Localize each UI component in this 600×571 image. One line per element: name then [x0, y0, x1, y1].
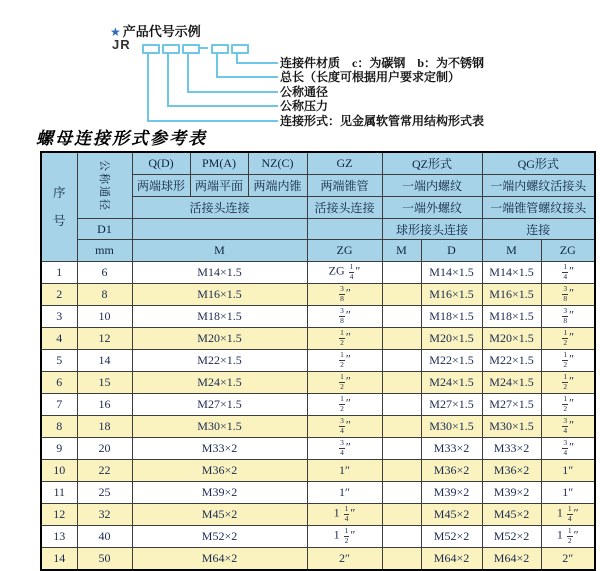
cell-dn: 6: [77, 262, 132, 284]
cell-qg-zg: 2″: [541, 548, 595, 571]
cell-gz-zg: $\frac{1}{2}$ ″: [307, 350, 382, 372]
table-row: [41, 460, 595, 482]
table-row: [41, 328, 595, 350]
cell-qz-m: [382, 262, 421, 284]
cell-dn: 12: [77, 328, 132, 350]
cell-seq: 6: [41, 372, 77, 394]
cell-seq: 5: [41, 350, 77, 372]
cell-m: M64×2: [132, 548, 307, 571]
table-header: [41, 152, 595, 262]
cell-seq: 2: [41, 284, 77, 306]
table-row: [41, 350, 595, 372]
header-pm-desc: 两端平面: [190, 175, 248, 197]
reference-table: [40, 151, 596, 571]
cell-dn: 14: [77, 350, 132, 372]
cell-qg-zg: $\frac{3}{8}$ ″: [541, 306, 595, 328]
cell-qz-d: M64×2: [421, 548, 482, 571]
table-row: [41, 306, 595, 328]
cell-dn: 50: [77, 548, 132, 571]
cell-dn: 25: [77, 482, 132, 504]
cell-qg-m: M36×2: [482, 460, 541, 482]
cell-m: M24×1.5: [132, 372, 307, 394]
cell-qz-m: [382, 306, 421, 328]
header-gz-desc: 两端锥管: [307, 175, 382, 197]
code-label-diameter: 公称通径: [280, 85, 329, 99]
cell-qg-m: M14×1.5: [482, 262, 541, 284]
cell-m: M22×1.5: [132, 350, 307, 372]
cell-gz-zg: 1″: [307, 460, 382, 482]
header-qg-m-unit: M: [482, 240, 541, 262]
cell-qz-d: M30×1.5: [421, 416, 482, 438]
cell-m: M45×2: [132, 504, 307, 526]
cell-gz-zg: ZG $\frac{1}{4}$ ″: [307, 262, 382, 284]
code-dash: [200, 47, 208, 49]
cell-seq: 1: [41, 262, 77, 284]
cell-dn: 10: [77, 306, 132, 328]
cell-seq: 7: [41, 394, 77, 416]
code-label-length: 总长（长度可根据用户要求定制）: [280, 70, 461, 84]
header-col-qg: QG形式: [482, 152, 595, 175]
cell-dn: 16: [77, 394, 132, 416]
cell-qz-d: M16×1.5: [421, 284, 482, 306]
header-col-nz: NZ(C): [248, 152, 307, 175]
cell-gz-zg: $\frac{3}{4}$ ″: [307, 438, 382, 460]
cell-qg-m: M39×2: [482, 482, 541, 504]
cell-qg-zg: 1″: [541, 460, 595, 482]
cell-dn: 15: [77, 372, 132, 394]
cell-seq: 13: [41, 526, 77, 548]
code-label-material: 连接件材质 c：为碳钢 b：为不锈钢: [280, 56, 485, 70]
cell-dn: 32: [77, 504, 132, 526]
header-qg-desc1: 一端内螺纹活接头: [482, 175, 595, 197]
cell-gz-zg: 2″: [307, 548, 382, 571]
cell-qz-m: [382, 350, 421, 372]
table-row: [41, 482, 595, 504]
cell-qg-m: M20×1.5: [482, 328, 541, 350]
cell-qz-m: [382, 438, 421, 460]
cell-dn: 8: [77, 284, 132, 306]
cell-m: M36×2: [132, 460, 307, 482]
cell-gz-zg: $\frac{1}{2}$ ″: [307, 394, 382, 416]
cell-qz-d: M20×1.5: [421, 328, 482, 350]
cell-qg-m: M24×1.5: [482, 372, 541, 394]
cell-qg-zg: $\frac{3}{4}$ ″: [541, 416, 595, 438]
cell-seq: 14: [41, 548, 77, 571]
cell-dn: 40: [77, 526, 132, 548]
cell-gz-zg: $\frac{1}{2}$ ″: [307, 328, 382, 350]
header-seq: 序 号: [41, 152, 77, 262]
cell-qg-zg: $\frac{1}{2}$ ″: [541, 372, 595, 394]
cell-gz-zg: 1 $\frac{1}{2}$ ″: [307, 526, 382, 548]
code-label-connection: 连接形式：见金属软管常用结构形式表: [280, 114, 485, 128]
header-blank-left: [132, 219, 307, 240]
cell-gz-zg: 1″: [307, 482, 382, 504]
cell-gz-zg: $\frac{3}{8}$ ″: [307, 306, 382, 328]
cell-qg-m: M27×1.5: [482, 394, 541, 416]
header-col-q: Q(D): [132, 152, 190, 175]
star-icon: ★: [110, 25, 121, 39]
cell-qz-m: [382, 284, 421, 306]
header-nz-desc: 两端内锥: [248, 175, 307, 197]
header-m-unit: M: [132, 240, 307, 262]
cell-qz-d: M18×1.5: [421, 306, 482, 328]
header-col-pm: PM(A): [190, 152, 248, 175]
cell-qg-m: M22×1.5: [482, 350, 541, 372]
cell-qz-d: M27×1.5: [421, 394, 482, 416]
table-row: [41, 438, 595, 460]
cell-qz-d: M24×1.5: [421, 372, 482, 394]
cell-qz-m: [382, 328, 421, 350]
cell-qz-m: [382, 482, 421, 504]
cell-dn: 20: [77, 438, 132, 460]
cell-dn: 18: [77, 416, 132, 438]
table-row: [41, 372, 595, 394]
cell-seq: 10: [41, 460, 77, 482]
cell-qg-m: M52×2: [482, 526, 541, 548]
cell-qg-m: M45×2: [482, 504, 541, 526]
cell-qg-m: M16×1.5: [482, 284, 541, 306]
table-row: [41, 262, 595, 284]
header-qg-conn: 连接: [482, 219, 595, 240]
cell-m: M20×1.5: [132, 328, 307, 350]
table-row: [41, 284, 595, 306]
cell-qg-zg: 1 $\frac{1}{4}$ ″: [541, 504, 595, 526]
code-label-pressure: 公称压力: [280, 99, 329, 113]
cell-qz-d: M22×1.5: [421, 350, 482, 372]
cell-m: M39×2: [132, 482, 307, 504]
cell-qz-d: M14×1.5: [421, 262, 482, 284]
cell-qz-d: M52×2: [421, 526, 482, 548]
cell-qg-m: M33×2: [482, 438, 541, 460]
table-body: [41, 262, 595, 571]
cell-seq: 9: [41, 438, 77, 460]
header-q-desc: 两端球形: [132, 175, 190, 197]
cell-gz-zg: 1 $\frac{1}{4}$ ″: [307, 504, 382, 526]
header-qg-desc2: 一端锥管螺纹接头: [482, 197, 595, 219]
header-qz-d-unit: D: [421, 240, 482, 262]
cell-m: M30×1.5: [132, 416, 307, 438]
cell-seq: 3: [41, 306, 77, 328]
cell-qz-m: [382, 416, 421, 438]
header-dn: 公称通径: [77, 152, 132, 219]
header-col-qz: QZ形式: [382, 152, 482, 175]
cell-gz-zg: $\frac{3}{8}$ ″: [307, 284, 382, 306]
header-qz-conn: 球形接头连接: [382, 219, 482, 240]
table-row: [41, 416, 595, 438]
header-qg-zg-unit: ZG: [541, 240, 595, 262]
cell-qg-zg: $\frac{3}{8}$ ″: [541, 284, 595, 306]
cell-gz-zg: $\frac{1}{2}$ ″: [307, 372, 382, 394]
header-col-gz: GZ: [307, 152, 382, 175]
cell-m: M16×1.5: [132, 284, 307, 306]
table-row: [41, 504, 595, 526]
table-title: 螺母连接形式参考表: [36, 129, 207, 148]
connector-line-5: [147, 52, 278, 122]
cell-qg-zg: $\frac{3}{4}$ ″: [541, 438, 595, 460]
cell-seq: 8: [41, 416, 77, 438]
cell-qz-m: [382, 460, 421, 482]
cell-qz-d: M36×2: [421, 460, 482, 482]
header-zg-unit: ZG: [307, 240, 382, 262]
cell-qz-m: [382, 526, 421, 548]
header-d1: D1: [77, 219, 132, 240]
cell-qz-m: [382, 504, 421, 526]
header-qz-desc2: 一端外螺纹: [382, 197, 482, 219]
cell-qg-zg: $\frac{1}{2}$ ″: [541, 394, 595, 416]
cell-qg-m: M30×1.5: [482, 416, 541, 438]
cell-dn: 22: [77, 460, 132, 482]
cell-m: M27×1.5: [132, 394, 307, 416]
cell-seq: 11: [41, 482, 77, 504]
table-row: [41, 394, 595, 416]
cell-gz-zg: $\frac{3}{4}$ ″: [307, 416, 382, 438]
header-mm: mm: [77, 240, 132, 262]
header-blank-gz: [307, 219, 382, 240]
code-prefix: JR: [112, 37, 131, 52]
cell-qg-zg: 1 $\frac{1}{2}$ ″: [541, 526, 595, 548]
cell-qz-d: M39×2: [421, 482, 482, 504]
cell-qz-m: [382, 372, 421, 394]
table-row: [41, 526, 595, 548]
cell-qz-d: M33×2: [421, 438, 482, 460]
cell-qg-zg: $\frac{1}{2}$ ″: [541, 350, 595, 372]
header-gz-conn: 活接头连接: [307, 197, 382, 219]
header-union-conn: 活接头连接: [132, 197, 307, 219]
header-qz-desc1: 一端内螺纹: [382, 175, 482, 197]
cell-m: M33×2: [132, 438, 307, 460]
cell-m: M52×2: [132, 526, 307, 548]
cell-m: M14×1.5: [132, 262, 307, 284]
cell-qz-m: [382, 394, 421, 416]
cell-m: M18×1.5: [132, 306, 307, 328]
header-qz-m-unit: M: [382, 240, 421, 262]
cell-seq: 12: [41, 504, 77, 526]
cell-qg-zg: $\frac{1}{4}$ ″: [541, 262, 595, 284]
cell-seq: 4: [41, 328, 77, 350]
cell-qg-m: M64×2: [482, 548, 541, 571]
cell-qg-zg: $\frac{1}{2}$ ″: [541, 328, 595, 350]
cell-qz-d: M45×2: [421, 504, 482, 526]
cell-qg-m: M18×1.5: [482, 306, 541, 328]
diagram-title: 产品代号示例: [122, 24, 201, 39]
cell-qg-zg: 1″: [541, 482, 595, 504]
